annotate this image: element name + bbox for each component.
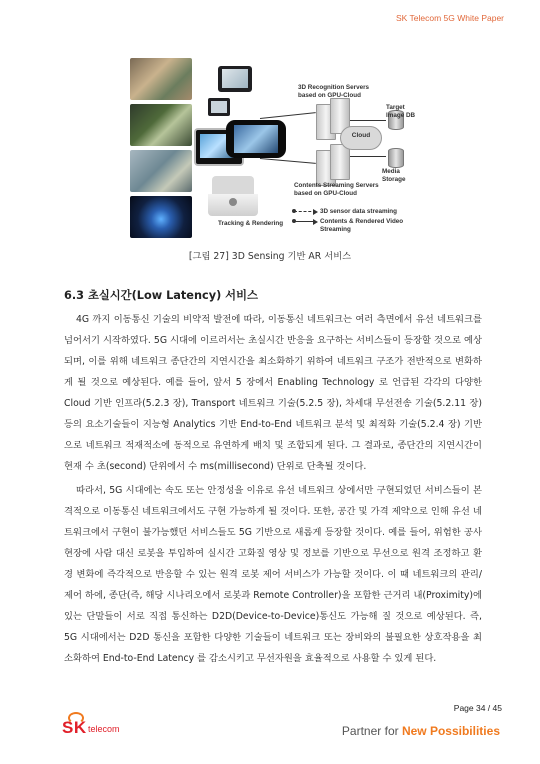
tagline-prefix: Partner for [341,724,402,738]
legend-dashed-arrow-icon [294,211,316,212]
ar-photo-store [130,58,192,100]
smartphone-device-image [226,120,286,158]
legend-solid-arrow-icon [294,221,316,222]
sk-telecom-logo [62,712,132,740]
storage-icon [388,148,404,168]
ar-photo-column [130,58,192,242]
document-header-title: SK Telecom 5G White Paper [395,13,504,23]
streaming-server-icon [330,144,350,180]
tracking-rendering-label: Tracking & Rendering [218,220,284,227]
logo-sk-text: SK [62,718,87,737]
page-number: Page 34 / 45 [453,703,502,713]
mac-pro-device-image [208,176,258,216]
connection-line [350,120,386,121]
small-tablet-device-image [208,98,230,116]
logo-telecom-text: telecom [88,724,120,734]
media-storage-label: Media Storage [382,168,406,183]
connection-line [260,112,316,119]
target-image-db-label: Target Image DB [386,104,416,119]
figure-caption: [그림 27] 3D Sensing 기반 AR 서비스 [188,251,352,262]
section-heading: 6.3 초실시간(Low Latency) 서비스 [64,289,258,302]
cloud-label: Cloud [351,132,371,139]
legend-sensor-label: 3D sensor data streaming [320,208,397,215]
legend-contents-label: Contents & Rendered Video Streaming [320,218,404,233]
paragraph: 4G 까지 이동통신 기술의 비약적 발전에 따라, 이동통신 네트워크는 여러 측면에서 유선 네트워크를 넘어서기 시작하였다. 5G 시대에 이르러서는 초실시간 반응을 요구하는 서비스들이 등장할 것으로 예상되며, 이를 위해 네트워크 종단간의 지연시간을 최소화하기 위하여 네트워크 구조가 전반적으로 변화하게 될 것으로 예상된다. 예를 들어, 앞서 5 장에서 Enabling Technology 로 언급된 각각의 다양한 Cloud 기반 인프라(5.2.3 장), Transport 네트워크 기술(5.2.5 장), 차세대 무선전송 기술(5.2.11 장) 등의 요소기술들이 지능형 Analytics 기반 End-to-End 네트워크 분석 및 최적화 기술(5.2.4 장) 기반으로 네트워크 적재적소에 동적으로 유연하게 배치 및 조합되게 된다. 그 결과로, 종단간의 지연시간이 현재 수 초(second) 단위에서 수 ms(millisecond) 단위로 단축될 것이다. [64,314,482,472]
section-body [64,309,482,672]
footer-tagline [342,724,500,738]
streaming-servers-label: Contents Streaming Servers based on GPU-Cloud [294,182,379,197]
ar-photo-shelf [130,150,192,192]
cloud-icon [340,126,382,150]
paragraph: 따라서, 5G 시대에는 속도 또는 안정성을 이유로 유선 네트워크 상에서만 구현되었던 서비스들이 본격적으로 이동통신 네트워크에서도 구현 가능하게 될 것이다. 또한, 공간 및 가격 제약으로 인해 유선 네트워크에서 구현이 불가능했던 서비스들도 5G 기반으로 새롭게 등장할 것이다. 예를 들어, 위험한 공사 현장에 사람 대신 로봇을 투입하여 실시간 고화질 영상 및 정보를 기반으로 무선으로 원격 조정하고 환경 변화에 즉각적으로 반응할 수 있는 원격 로봇 제어 서비스가 가능할 것이다. 이 때 네트워크의 관리/제어 하에, 종단(즉, 해당 시나리오에서 로봇과 Remote Controller)을 포함한 근거리 내(Proximity)에 있는 단말들이 서로 직접 통신하는 D2D(Device-to-Device)통신도 가능해 질 것으로 예상된다. 즉, 5G 시대에서는 D2D 통신을 포함한 다양한 기술들이 네트워크 또는 장비와의 불필요한 상호작용을 최소화하여 End-to-End Latency 를 감소시키고 무선자원을 효율적으로 사용할 수 있게 된다. [64,485,482,664]
connection-line [350,156,386,157]
ar-service-diagram [130,58,420,236]
tablet-device-image [218,66,252,92]
ar-photo-tablet [130,104,192,146]
apple-logo-icon [229,198,237,206]
connection-line [260,158,316,164]
ar-photo-hologram [130,196,192,238]
tagline-accent: New Possibilities [401,724,500,738]
recognition-servers-label: 3D Recognition Servers based on GPU-Cloud [298,84,370,99]
